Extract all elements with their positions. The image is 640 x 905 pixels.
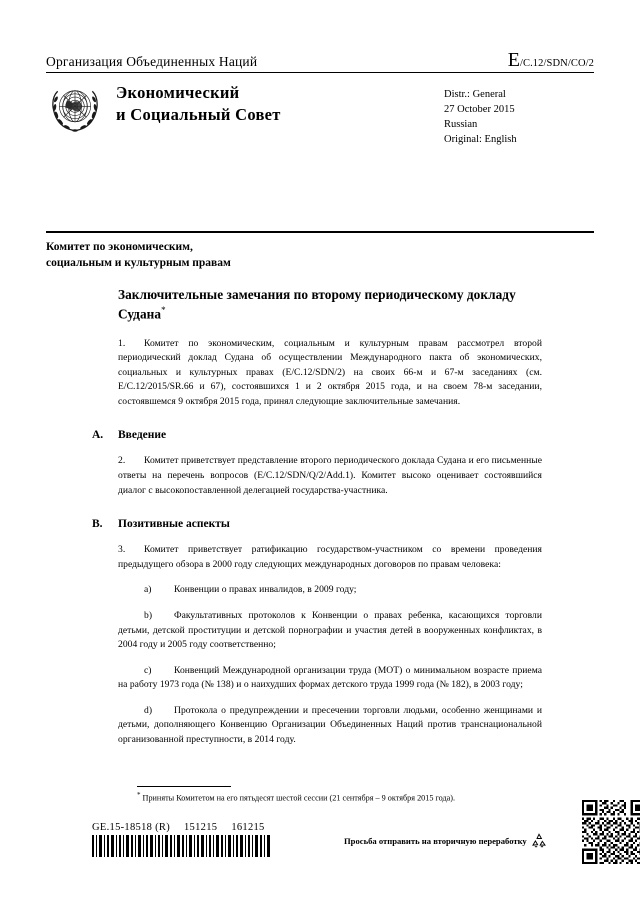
job-code-1: 151215 bbox=[184, 822, 218, 833]
footnote-marker: * bbox=[137, 791, 141, 799]
page-footer bbox=[92, 822, 640, 862]
job-number: GE.15-18518 (R) bbox=[92, 822, 170, 833]
recycle-notice bbox=[344, 832, 548, 850]
list-item-c-label: c) bbox=[144, 664, 152, 676]
masthead-body-row bbox=[46, 73, 594, 148]
paragraph-2 bbox=[118, 454, 542, 498]
paragraph-3 bbox=[118, 543, 542, 572]
treaty-list bbox=[118, 704, 542, 748]
list-item-d-label: d) bbox=[144, 704, 153, 716]
section-a-heading bbox=[92, 429, 542, 441]
footnote-separator bbox=[137, 786, 231, 787]
committee-name-line2: социальным и культурным правам bbox=[46, 256, 231, 269]
recycle-text: Просьба отправить на вторичную переработку bbox=[344, 836, 527, 846]
treaty-list bbox=[118, 609, 542, 653]
paragraph-2-number: 2. bbox=[118, 455, 126, 467]
committee-name-line1: Комитет по экономическим, bbox=[46, 241, 193, 253]
barcode bbox=[92, 835, 270, 857]
page-title bbox=[118, 286, 542, 324]
paragraph-1-block bbox=[118, 337, 542, 410]
section-b-title: Позитивные аспекты bbox=[118, 518, 230, 531]
ecosoc-title bbox=[108, 80, 444, 126]
ecosoc-title-line2: и Социальный Совет bbox=[116, 104, 281, 124]
un-emblem-icon bbox=[46, 82, 104, 134]
list-item bbox=[118, 583, 542, 598]
list-item bbox=[118, 704, 542, 748]
page-content bbox=[46, 0, 594, 905]
distribution-original: Original: English bbox=[444, 133, 517, 145]
distribution-block bbox=[444, 80, 594, 148]
section-a-title: Введение bbox=[118, 429, 167, 442]
list-item-d-text: Протокола о предупреждении и пресечении торговли людьми, особенно женщинами и детьми, дополняющего Конвенцию Организации Объединенных Наций против транснациональной организованной преступности, в 2014 году. bbox=[118, 704, 542, 745]
paragraph-1 bbox=[118, 337, 542, 410]
qr-code bbox=[582, 800, 640, 864]
ecosoc-title-line1: Экономический bbox=[116, 83, 240, 102]
distribution-type: Distr.: General bbox=[444, 89, 506, 100]
distribution-language: Russian bbox=[444, 118, 478, 130]
symbol-rest: /C.12/SDN/CO/2 bbox=[519, 58, 594, 69]
committee-name bbox=[46, 240, 594, 272]
un-emblem bbox=[46, 80, 108, 139]
job-code-2: 161215 bbox=[231, 822, 265, 833]
masthead-top-row bbox=[46, 50, 594, 72]
list-item-a-text: Конвенции о правах инвалидов, в 2009 году; bbox=[174, 584, 357, 596]
list-item-b-label: b) bbox=[144, 609, 153, 621]
footnote-text: Приняты Комитетом на его пятьдесят шестой сессии (21 сентября – 9 октября 2015 года). bbox=[142, 793, 456, 803]
treaty-list bbox=[118, 664, 542, 693]
paragraph-2-block bbox=[118, 454, 542, 498]
section-divider bbox=[46, 231, 594, 233]
recycle-icon bbox=[530, 832, 548, 850]
paragraph-1-number: 1. bbox=[118, 337, 126, 349]
list-item-c-text: Конвенций Международной организации труда (МОТ) о минимальном возрасте приема на работу 1973 года (№ 138) и о наихудших формах детского труда 1999 года (№ 182), в 2003 году; bbox=[118, 664, 542, 691]
list-item bbox=[118, 664, 542, 693]
document-body bbox=[46, 286, 594, 748]
distribution-date: 27 October 2015 bbox=[444, 103, 515, 115]
page-title-text: Заключительные замечания по второму периодическому докладу Судана bbox=[118, 287, 516, 322]
section-b-letter: B. bbox=[92, 518, 103, 531]
title-footnote-marker: * bbox=[161, 305, 166, 316]
paragraph-3-number: 3. bbox=[118, 544, 126, 556]
document-symbol bbox=[508, 50, 594, 70]
organization-name: Организация Объединенных Наций bbox=[46, 54, 258, 69]
list-item-b-text: Факультативных протоколов к Конвенции о правах ребенка, касающихся торговли детьми, детской проституции и детской порнографии и участия детей в вооруженных конфликтах, в 2004 году и 2005 году соответственно; bbox=[118, 609, 542, 651]
treaty-list bbox=[118, 583, 542, 598]
section-a-letter: A. bbox=[92, 429, 104, 442]
footnote-area bbox=[92, 786, 552, 804]
symbol-letter: E bbox=[507, 49, 520, 71]
list-item bbox=[118, 609, 542, 653]
footnote bbox=[137, 791, 552, 804]
list-item-a-label: a) bbox=[144, 584, 152, 596]
paragraph-3-block bbox=[118, 543, 542, 572]
paragraph-2-text: Комитет приветствует представление второго периодического доклада Судана и его письменные ответы на перечень вопросов (E/C.12/SDN/Q/2/Add.1). Комитет высоко оценивает состоявшийся диалог с высокопоставленной делегацией государства-участника. bbox=[118, 455, 542, 496]
section-b-heading bbox=[92, 518, 542, 530]
masthead bbox=[46, 50, 594, 148]
paragraph-3-text: Комитет приветствует ратификацию государством-участником со времени проведения предыдущего обзора в 2000 году следующих международных договоров по правам человека: bbox=[118, 544, 542, 570]
paragraph-1-text: Комитет по экономическим, социальным и культурным правам рассмотрел второй периодический доклад Судана об осуществлении Международного пакта об экономических, социальных и культурных правах (E/C.12/SDN/2) на своих 66-м и 67-м заседаниях (см. E/C.12/2015/SR.66 и 67), состоявшихся 1 и 2 октября 2015 года, и на своем 78-м заседании, состоявшемся 9 октября 2015 года, принял следующие заключительные замечания. bbox=[118, 337, 542, 407]
